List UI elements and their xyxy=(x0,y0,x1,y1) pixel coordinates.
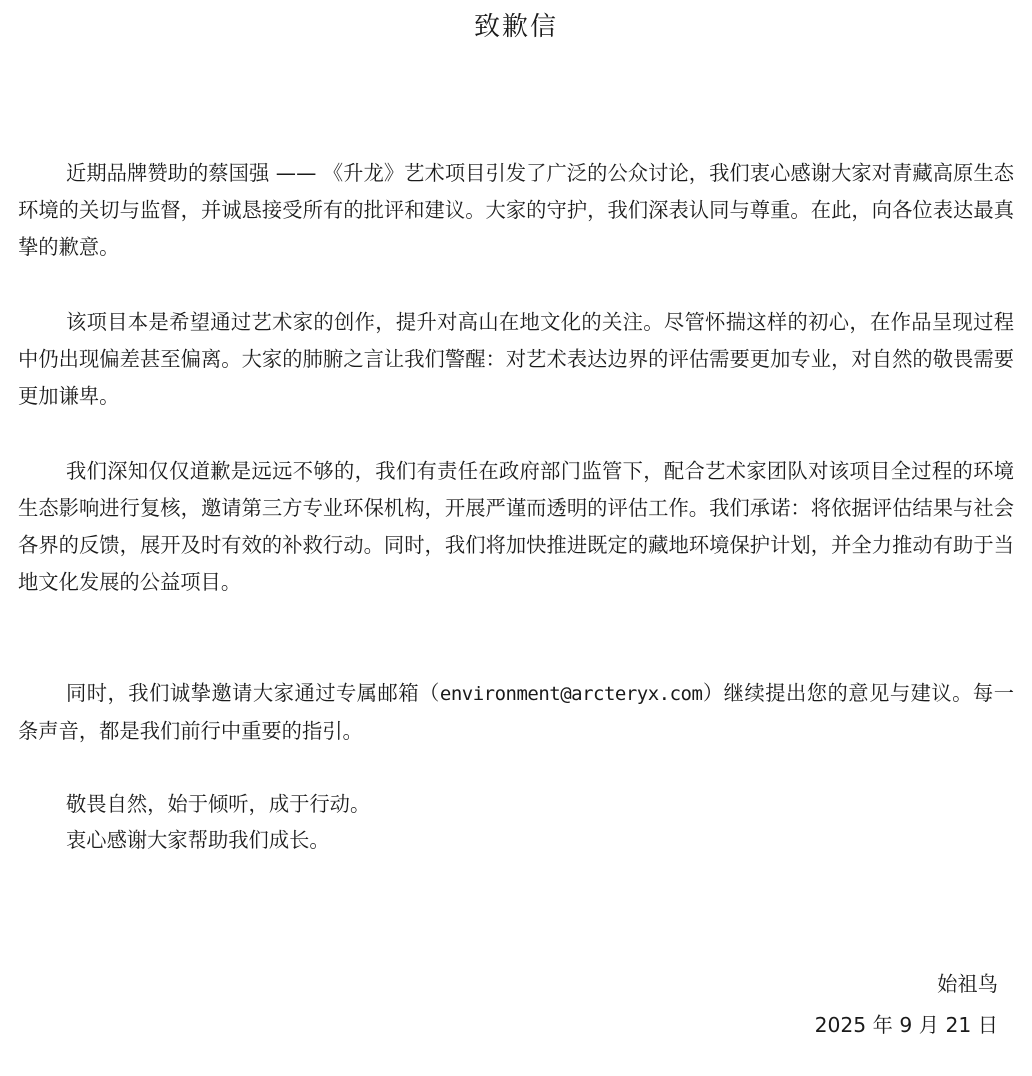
paragraph-4-text-before-email: 同时，我们诚挚邀请大家通过专属邮箱（ xyxy=(66,681,440,705)
signature-date: 2025 年 9 月 21 日 xyxy=(814,1013,998,1037)
letter-title: 致歉信 xyxy=(473,12,558,42)
paragraph-4-text-after-email: ）继续提出您的意见与建议。每一条声音，都是我们前行中重要的指引。 xyxy=(18,681,1014,743)
contact-email: environment@arcteryx.com xyxy=(439,683,703,705)
paragraph-3: 我们深知仅仅道歉是远远不够的，我们有责任在政府部门监管下，配合艺术家团队对该项目全过程的环境生态影响进行复核，邀请第三方专业环保机构，开展严谨而透明的评估工作。我们承诺：将依据评估结果与社会各界的反馈，展开及时有效的补救行动。同时，我们将加快推进既定的藏地环境保护计划，并全力推动有助于当地文化发展的公益项目。 xyxy=(18,459,1014,594)
paragraph-2: 该项目本是希望通过艺术家的创作，提升对高山在地文化的关注。尽管怀揣这样的初心，在作品呈现过程中仍出现偏差甚至偏离。大家的肺腑之言让我们警醒：对艺术表达边界的评估需要更加专业，对自然的敬畏需要更加谦卑。 xyxy=(18,310,1014,408)
paragraph-1: 近期品牌赞助的蔡国强 —— 《升龙》艺术项目引发了广泛的公众讨论，我们衷心感谢大家对青藏高原生态环境的关切与监督，并诚恳接受所有的批评和建议。大家的守护，我们深表认同与尊重。在此，向各位表达最真挚的歉意。 xyxy=(18,161,1014,259)
paragraph-4 xyxy=(18,675,1014,750)
closing-line-1: 敬畏自然，始于倾听，成于行动。 xyxy=(66,792,371,816)
closing-line-2: 衷心感谢大家帮助我们成长。 xyxy=(66,828,330,852)
signature-name: 始祖鸟 xyxy=(937,972,998,996)
